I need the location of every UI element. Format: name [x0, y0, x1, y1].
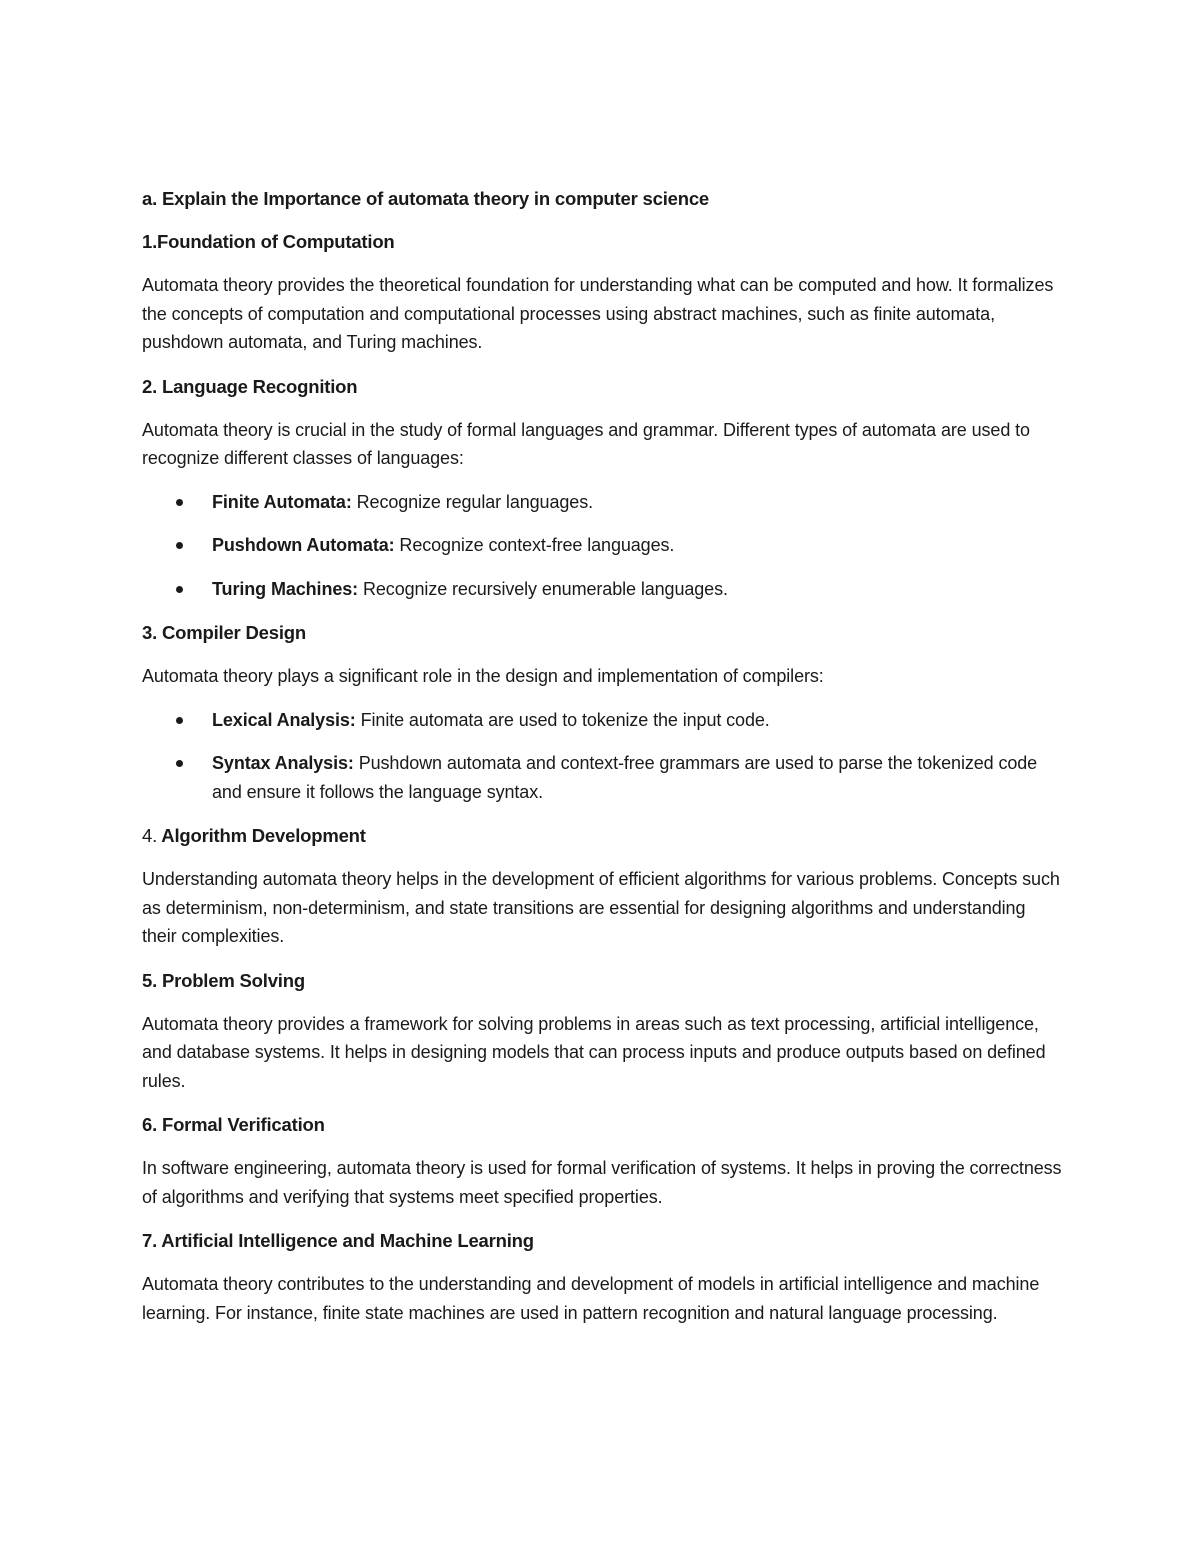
bullet-text: Recognize regular languages.	[351, 491, 593, 512]
section-paragraph: Automata theory contributes to the understanding and development of models in artificial intelligence and machine learning. For instance, finite state machines are used in pattern recognition and natural language processing.	[142, 1274, 1040, 1323]
section-paragraph: Automata theory provides a framework for solving problems in areas such as text processing, artificial intelligence, and database systems. It helps in designing models that can process inputs and produce outputs based on defined rules.	[142, 1013, 1046, 1091]
document-page	[142, 184, 1062, 1342]
bullet-term: Syntax Analysis:	[212, 753, 354, 773]
section-heading: 5. Problem Solving	[142, 969, 305, 991]
bullet-icon	[176, 586, 183, 593]
section-algorithm-development	[142, 821, 1062, 951]
section-ai-and-ml	[142, 1226, 1062, 1327]
bullet-term: Turing Machines:	[212, 578, 359, 599]
bullet-term: Pushdown Automata:	[212, 535, 395, 555]
section-language-recognition	[142, 372, 1062, 604]
section-number: 4.	[142, 825, 158, 846]
list-item	[142, 488, 1062, 517]
list-item	[142, 706, 1062, 735]
section-heading: 3. Compiler Design	[142, 622, 306, 643]
section-formal-verification	[142, 1110, 1062, 1211]
section-compiler-design	[142, 618, 1062, 806]
section-paragraph: Automata theory is crucial in the study of formal languages and grammar. Different types of automata are used to recognize different classes of languages:	[142, 419, 1030, 468]
bullet-text: Pushdown automata and context-free grammars are used to parse the tokenized code and ensure it follows the language syntax.	[212, 753, 1038, 802]
section-heading: 7. Artificial Intelligence and Machine Learning	[142, 1230, 534, 1251]
bullet-term: Finite Automata:	[212, 491, 352, 512]
section-paragraph: Automata theory provides the theoretical foundation for understanding what can be computed and how. It formalizes the concepts of computation and computational processes using abstract machines, such as finite automata, pushdown automata, and Turing machines.	[142, 275, 1054, 352]
bullet-icon	[176, 760, 183, 767]
section-heading	[142, 821, 1062, 850]
bullet-icon	[176, 499, 183, 506]
bullet-text: Finite automata are used to tokenize the input code.	[355, 709, 770, 730]
section-heading-text: Algorithm Development	[157, 825, 366, 846]
document-title: a. Explain the Importance of automata theory in computer science	[142, 188, 710, 209]
section-paragraph: Understanding automata theory helps in the development of efficient algorithms for various problems. Concepts such as determinism, non-determinism, and state transitions are essential for designing algorithms and understanding their complexities.	[142, 869, 1060, 946]
bullet-list	[142, 488, 1062, 604]
bullet-list	[142, 706, 1062, 807]
section-paragraph: Automata theory plays a significant role in the design and implementation of compilers:	[142, 666, 824, 686]
bullet-text: Recognize context-free languages.	[394, 535, 675, 555]
list-item	[142, 749, 1062, 806]
section-heading: 6. Formal Verification	[142, 1114, 325, 1135]
section-foundation-of-computation	[142, 227, 1062, 357]
bullet-icon	[176, 717, 183, 724]
bullet-text: Recognize recursively enumerable languages.	[358, 578, 728, 599]
section-paragraph: In software engineering, automata theory is used for formal verification of systems. It helps in proving the correctness of algorithms and verifying that systems meet specified properties.	[142, 1158, 1062, 1207]
bullet-term: Lexical Analysis:	[212, 709, 356, 730]
section-problem-solving	[142, 966, 1062, 1096]
section-heading: 2. Language Recognition	[142, 375, 358, 397]
list-item	[142, 575, 1062, 604]
section-heading: 1.Foundation of Computation	[142, 231, 395, 252]
list-item	[142, 531, 1062, 560]
bullet-icon	[176, 542, 183, 549]
